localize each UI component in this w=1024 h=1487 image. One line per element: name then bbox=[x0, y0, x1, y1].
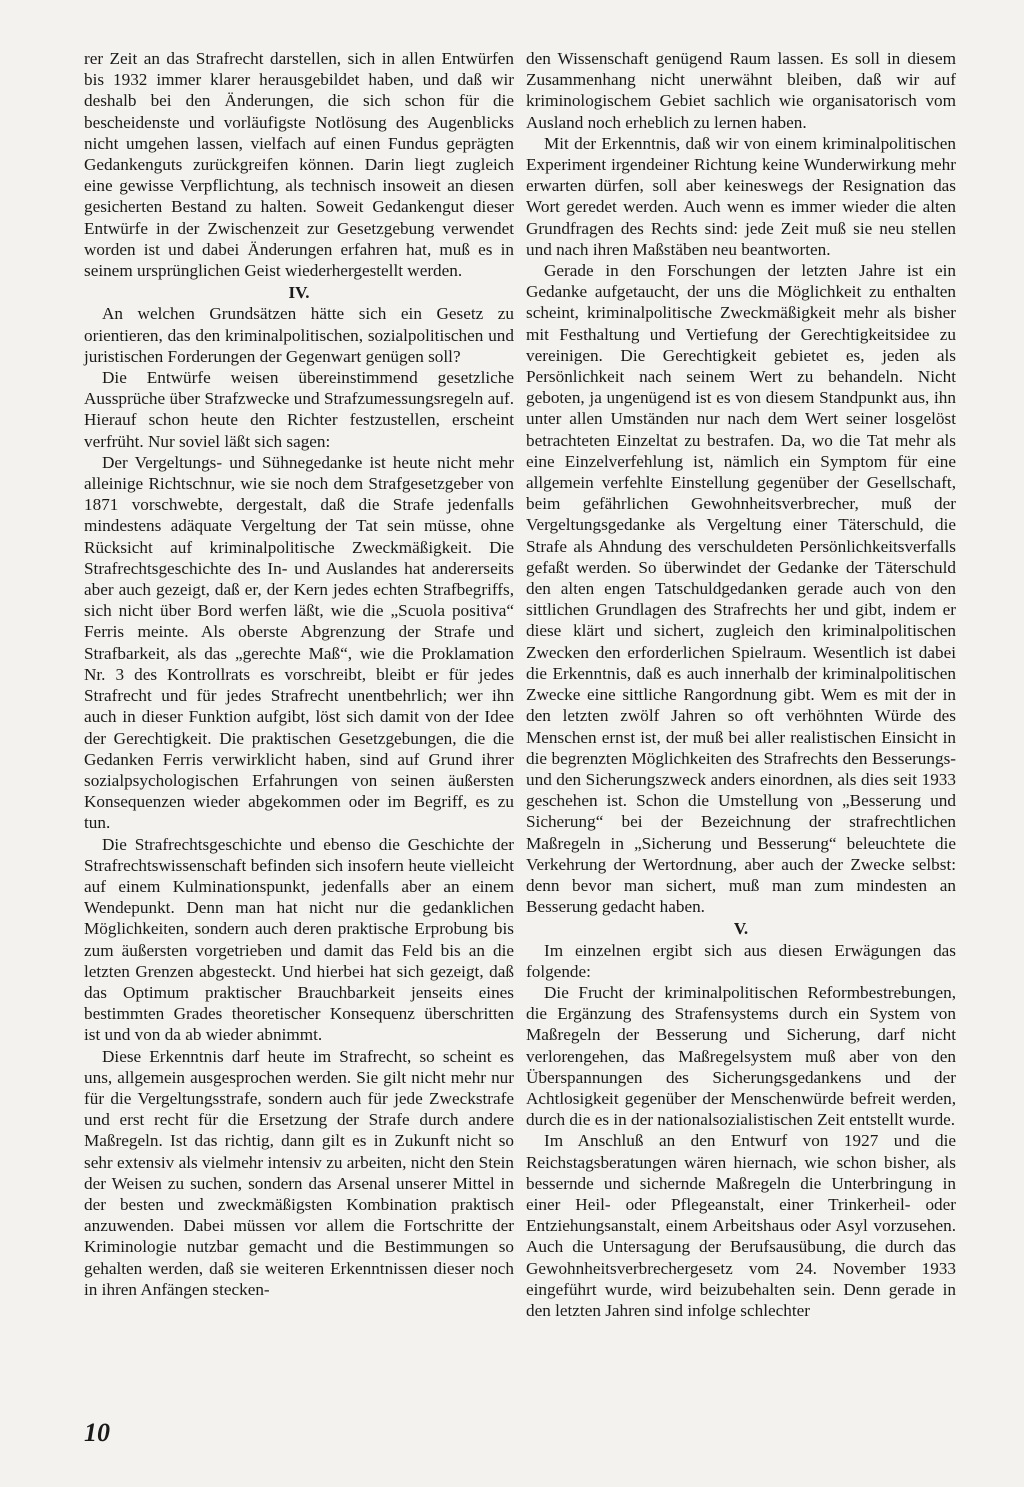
section-heading-iv: IV. bbox=[288, 283, 310, 303]
paragraph: Im Anschluß an den Entwurf von 1927 und die Reichstagsberatungen wären hiernach, wie schon bisher, als bessernde und sichernde Maßregeln die Unterbringung in einer Heil- oder Pflegeanstalt, einer Trinkerheil- oder Entziehungsanstalt, einem Arbeitshaus oder Asyl vorzusehen. Auch die Untersagung der Berufsausübung, die durch das Gewohnheitsverbrechergesetz vom 24. November 1933 eingeführt wurde, wird beizubehalten sein. Denn gerade in den letzten Jahren sind infolge schlechter bbox=[526, 1131, 956, 1320]
paragraph: An welchen Grundsätzen hätte sich ein Gesetz zu orientieren, das den kriminalpolitischen, sozialpolitischen und juristischen Forderungen der Gegenwart genügen soll? bbox=[84, 304, 514, 366]
paragraph: Die Frucht der kriminalpolitischen Reformbestrebungen, die Ergänzung des Strafensystems durch ein System von Maßregeln der Besserung und Sicherung, darf nicht verlorengehen, das Maßregelsystem muß aber von den Überspannungen des Sicherungsgedankens und der Achtlosigkeit gegenüber der Menschenwürde befreit werden, durch die es in der nationalsozialistischen Zeit entstellt wurde. bbox=[526, 982, 956, 1130]
paragraph: Gerade in den Forschungen der letzten Jahre ist ein Gedanke aufgetaucht, der uns die Möglichkeit zu enthalten scheint, kriminalpolitische Zweckmäßigkeit mehr als bisher mit Festhaltung und Vertiefung der Gerechtigkeitsidee zu vereinigen. Die Gerechtigkeit gebietet es, jeden als Persönlichkeit nach seinem Wert zu behandeln. Nicht geboten, ja ungenügend ist es von diesem Standpunkt aus, ihn unter allen Umständen nur nach dem Wert seiner losgelöst betrachteten Einzeltat zu bestrafen. Da, wo die Tat mehr als eine Einzelverfehlung ist, nämlich ein Symptom für eine allgemein verfehlte Einstellung gegenüber der Gesellschaft, beim gefährlichen Gewohnheitsverbrecher, muß der Vergeltungsgedanke als Vergeltung einer Täterschuld, die Strafe als Ahndung des verschuldeten Persönlichkeitsverfalls gefaßt werden. So überwindet der Gedanke der Täterschuld den alten engen Tatschuldgedanken gerade auch von den sittlichen Grundlagen des Strafrechts her und gibt, indem er diese klärt und sichert, zugleich den kriminalpolitischen Zwecken den erforderlichen Spielraum. Wesentlich ist dabei die Erkenntnis, daß es auch innerhalb der kriminalpolitischen Zwecke eine sittliche Rangordnung gibt. Wem es mit der in den letzten zwölf Jahren so oft verhöhnten Würde des Menschen ernst ist, der muß bei aller realistischen Einsicht in die begrenzten Möglichkeiten des Strafrechts den Besserungs- und den Sicherungszweck anders einordnen, als dies seit 1933 geschehen ist. Schon die Umstellung von „Besserung und Sicherung“ bei der Bezeichnung der strafrechtlichen Maßregeln in „Sicherung und Besserung“ beleuchtete die Verkehrung der Wertordnung, aber auch der Zwecke selbst: denn bevor man sichert, muß man zum mindesten an Besserung gedacht haben. bbox=[526, 261, 956, 917]
paragraph: Mit der Erkenntnis, daß wir von einem kriminalpolitischen Experiment irgendeiner Richtung keine Wunderwirkung mehr erwarten dürfen, soll aber keineswegs der Resignation das Wort geredet werden. Auch wenn es immer wieder die alten Grundfragen des Rechts sind: jede Zeit muß sie neu stellen und nach ihren Maßstäben neu beantworten. bbox=[526, 133, 956, 259]
left-column bbox=[84, 48, 514, 1300]
paragraph: Die Strafrechtsgeschichte und ebenso die Geschichte der Strafrechtswissenschaft befinden sich insofern heute vielleicht auf einem Kulminationspunkt, jedenfalls aber an einem Wendepunkt. Denn man hat nicht nur die gedanklichen Möglichkeiten, sondern auch deren praktische Erprobung bis zum äußersten vorgetrieben und damit das Feld bis an die letzten Grenzen abgesteckt. Und hierbei hat sich gezeigt, daß das Optimum praktischer Brauchbarkeit jenseits eines bestimmten Grades theoretischer Konsequenz überschritten ist und von da ab wieder abnimmt. bbox=[84, 834, 514, 1045]
paragraph: rer Zeit an das Strafrecht darstellen, sich in allen Entwürfen bis 1932 immer klarer herausgebildet haben, und daß wir deshalb bei den Änderungen, die sich schon für die bescheidenste und vorläufigste Notlösung des Augenblicks nicht umgehen lassen, vielfach auf einen Fundus geprägten Gedankenguts zurückgreifen können. Darin liegt zugleich eine gewisse Verpflichtung, als technisch insoweit an diesen gesicherten Bestand zu halten. Soweit Gedankengut dieser Entwürfe in der Zwischenzeit zur Gesetzgebung verwendet worden ist und dabei Änderungen erfahren hat, muß es in seinem ursprünglichen Geist wiederhergestellt werden. bbox=[84, 49, 514, 281]
right-column bbox=[526, 48, 956, 1321]
paragraph: Diese Erkenntnis darf heute im Strafrecht, so scheint es uns, allgemein ausgesprochen werden. Sie gilt nicht mehr nur für die Vergeltungsstrafe, sondern auch für jede Zweckstrafe und erst recht für die Ersetzung der Strafe durch andere Maßregeln. Ist das richtig, dann gilt es in Zukunft nicht so sehr extensiv als vielmehr intensiv zu arbeiten, nicht den Stein der Weisen zu suchen, sondern das Arsenal unserer Mittel in der besten und zweckmäßigsten Kombination praktisch anzuwenden. Dabei müssen vor allem die Fortschritte der Kriminologie nutzbar gemacht und die Bestimmungen so gehalten werden, daß sie weiteren Erkenntnissen dieser noch in ihren Anfängen stecken- bbox=[84, 1046, 514, 1299]
paragraph: Der Vergeltungs- und Sühnegedanke ist heute nicht mehr alleinige Richtschnur, wie sie noch dem Strafgesetzgeber von 1871 vorschwebte, dergestalt, daß die Strafe jedenfalls mindestens adäquate Vergeltung der Tat sein müsse, ohne Rücksicht auf kriminalpolitische Zweckmäßigkeit. Die Strafrechtsgeschichte des In- und Auslandes hat andererseits aber auch gezeigt, daß er, der Kern jedes echten Strafbegriffs, sich nicht über Bord werfen läßt, wie die „Scuola positiva“ Ferris meinte. Als oberste Abgrenzung der Strafe und Strafbarkeit, als das „gerechte Maß“, wie die Proklamation Nr. 3 des Kontrollrats es vorschreibt, bleibt er für jedes Strafrecht und für jedes Strafrecht unentbehrlich; wer ihn auch in dieser Funktion aufgibt, löst sich damit von der Idee der Gerechtigkeit. Die praktischen Gesetzgebungen, die die Gedanken Ferris verwirklicht haben, sind auf Grund ihrer sozialpsychologischen Erfahrungen von seinen äußersten Konsequenzen wieder abgekommen oder im Begriff, es zu tun. bbox=[84, 452, 514, 833]
paragraph: den Wissenschaft genügend Raum lassen. Es soll in diesem Zusammenhang nicht unerwähnt bleiben, daß wir auf kriminologischem Gebiet sachlich wie organisatorisch vom Ausland noch erheblich zu lernen haben. bbox=[526, 49, 956, 132]
paragraph: Die Entwürfe weisen übereinstimmend gesetzliche Aussprüche über Strafzwecke und Strafzumessungsregeln auf. Hierauf schon heute den Richter festzustellen, erscheint verfrüht. Nur soviel läßt sich sagen: bbox=[84, 368, 514, 451]
section-heading-v: V. bbox=[733, 919, 749, 939]
page-number: 10 bbox=[84, 1418, 110, 1447]
paragraph: Im einzelnen ergibt sich aus diesen Erwägungen das folgende: bbox=[526, 940, 956, 981]
